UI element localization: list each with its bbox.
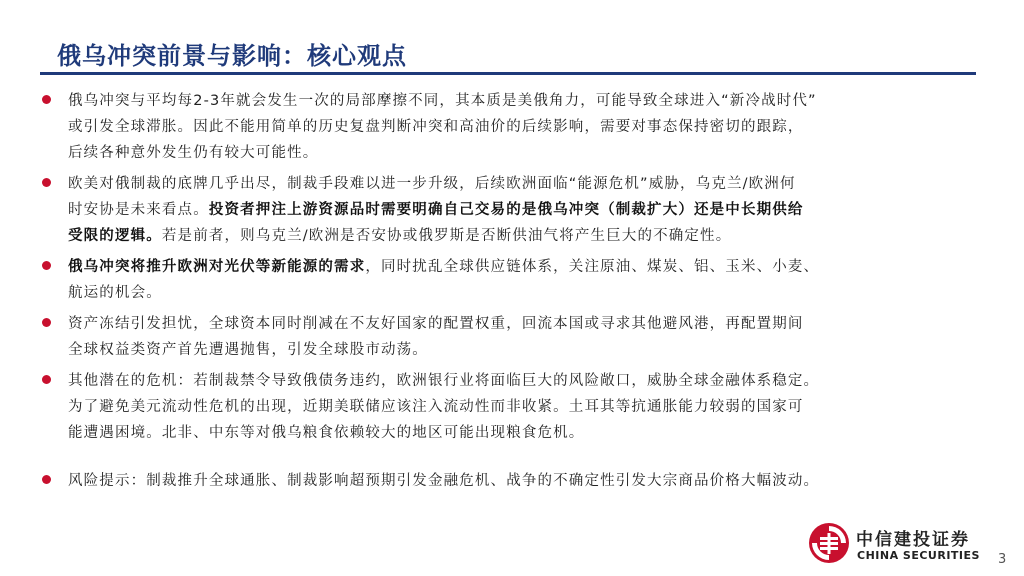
bullet-list — [40, 88, 990, 499]
bullet-dot-icon — [42, 475, 51, 484]
emphasis-text: 受限的逻辑。 — [68, 228, 162, 244]
bullet-item — [40, 254, 990, 306]
bullet-text-line — [68, 420, 990, 446]
body-text: 为了避免美元流动性危机的出现，近期美联储应该注入流动性而非收紧。土耳其等抗通胀能力较弱的国家可 — [68, 399, 804, 415]
logo-chinese-name: 中信建投证券 — [856, 530, 970, 550]
body-text: 欧美对俄制裁的底牌几乎出尽，制裁手段难以进一步升级，后续欧洲面临“能源危机”威胁，乌克兰/欧洲何 — [68, 176, 796, 192]
body-text: 风险提示：制裁推升全球通胀、制裁影响超预期引发金融危机、战争的不确定性引发大宗商品价格大幅波动。 — [68, 473, 820, 489]
bullet-dot-icon — [42, 318, 51, 327]
bullet-text-line — [68, 337, 990, 363]
bullet-text-line — [68, 114, 990, 140]
page-number: 3 — [998, 552, 1007, 567]
bullet-text-line — [68, 368, 990, 394]
bullet-text-line — [68, 311, 990, 337]
bullet-dot-icon — [42, 375, 51, 384]
bullet-item — [40, 88, 990, 166]
emphasis-text: 投资者押注上游资源品时需要明确自己交易的是俄乌冲突（制裁扩大）还是中长期供给 — [208, 202, 804, 218]
body-text: 全球权益类资产首先遭遇抛售，引发全球股市动荡。 — [68, 342, 428, 358]
bullet-text-line — [68, 280, 990, 306]
bullet-item — [40, 368, 990, 446]
bullet-text-line — [68, 254, 990, 280]
bullet-text-line — [68, 197, 990, 223]
logo-english-name: CHINA SECURITIES — [857, 549, 980, 562]
body-text: 或引发全球滞胀。因此不能用简单的历史复盘判断冲突和高油价的后续影响，需要对事态保持密切的跟踪， — [68, 119, 804, 135]
bullet-text-line — [68, 140, 990, 166]
page-title: 俄乌冲突前景与影响：核心观点 — [57, 42, 407, 70]
logo-emblem-icon — [808, 522, 850, 564]
bullet-text-line — [68, 88, 990, 114]
body-text: 其他潜在的危机：若制裁禁令导致俄债务违约，欧洲银行业将面临巨大的风险敞口，威胁全球金融体系稳定。 — [68, 373, 820, 389]
body-text: 若是前者，则乌克兰/欧洲是否安协或俄罗斯是否断供油气将产生巨大的不确定性。 — [161, 228, 732, 244]
bullet-dot-icon — [42, 261, 51, 270]
bullet-item — [40, 171, 990, 249]
emphasis-text: 俄乌冲突将推升欧洲对光伏等新能源的需求 — [68, 259, 366, 275]
body-text: 后续各种意外发生仍有较大可能性。 — [68, 145, 319, 161]
bullet-item — [40, 468, 990, 494]
bullet-dot-icon — [42, 95, 51, 104]
body-text: 能遭遇困境。北非、中东等对俄乌粮食依赖较大的地区可能出现粮食危机。 — [68, 425, 585, 441]
bullet-text-line — [68, 171, 990, 197]
bullet-text-line — [68, 223, 990, 249]
bullet-text-line — [68, 394, 990, 420]
company-logo — [808, 522, 988, 566]
body-text: 资产冻结引发担忧，全球资本同时削减在不友好国家的配置权重，回流本国或寻求其他避风港，再配置期间 — [68, 316, 804, 332]
body-text: 航运的机会。 — [68, 285, 162, 301]
body-text: ，同时扰乱全球供应链体系，关注原油、煤炭、铝、玉米、小麦、 — [365, 259, 820, 275]
bullet-text-line — [68, 468, 990, 494]
bullet-dot-icon — [42, 178, 51, 187]
body-text: 时安协是未来看点。 — [68, 202, 209, 218]
bullet-item — [40, 311, 990, 363]
body-text: 俄乌冲突与平均每2-3年就会发生一次的局部摩擦不同，其本质是美俄角力，可能导致全球进入“新冷战时代” — [68, 93, 817, 109]
title-divider — [40, 72, 976, 75]
